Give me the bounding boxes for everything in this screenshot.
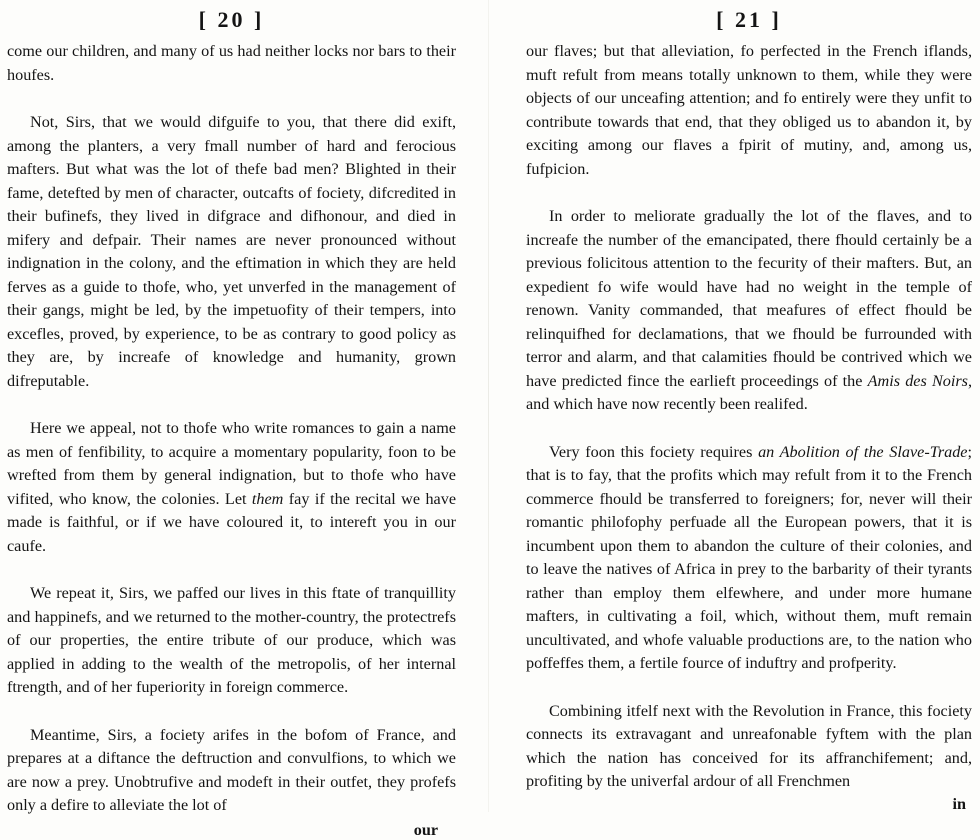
paragraph: Meantime, Sirs, a fociety arifes in the bofom of France, and prepares at a diftance the deftruction and convulfions, to which we are now a prey. Unobtrufive and modeft in their outfet, they profefs only a defire to alleviate the lot of: [7, 725, 456, 814]
page-number: [ 20 ]: [198, 7, 265, 32]
left-page: [0, 0, 462, 839]
paragraph: Combining itfelf next with the Revolution in France, this fociety connects its extravagant and unreafonable fyftem with the plan which the nation has conceived for its affranchifement; and, profiting by the univerfal ardour of all Frenchmen: [526, 701, 972, 790]
catchword: our: [413, 820, 438, 839]
catchword: in: [952, 794, 966, 813]
paragraph: our flaves; but that alleviation, fo perfected in the French iflands, muft refult from means totally unknown to them, while they were objects of our unceafing attention; and fo entirely were they unfit to contribute towards that end, that they obliged us to abandon it, by exciting among our flaves a fpirit of mutiny, and, among us, fufpicion.: [526, 42, 972, 178]
right-page: [518, 0, 976, 812]
paragraph: In order to meliorate gradually the lot of the flaves, and to increafe the number of the emancipated, there fhould certainly be a previous folicitous attention to the fecurity of their mafters. But, an expedient fo wife would have had no weight in the temple of renown. Vanity commanded, that meafures of effect fhould be relinquifhed for declamations, that we fhould be furrounded with terror and alarm, and that calamities fhould be contrived which we have predicted fince the earlieft proceedings of the Amis des Noirs, and which have now recently been realifed.: [526, 207, 972, 413]
book-gutter: [488, 0, 489, 812]
paragraph: Here we appeal, not to thofe who write romances to gain a name as men of fenfibility, to acquire a momentary popularity, foon to be wrefted from them by general indignation, but to thofe who have vifited, who know, the colonies. Let them fay if the recital we have made is faithful, or if we have coloured it, to intereft you in our caufe.: [7, 419, 456, 555]
paragraph: come our children, and many of us had neither locks nor bars to their houfes.: [7, 42, 456, 84]
paragraph: Very foon this fociety requires an Abolition of the Slave-Trade; that is to fay, that the profits which may refult from it to the French commerce fhould be transferred to foreigners; for, never will their romantic philofophy perfuade all the European powers, that it is incumbent upon them to abandon the culture of their colonies, and to leave the natives of Africa in prey to the barbarity of their tyrants rather than employ them elfewhere, and under more humane mafters, in cultivating a foil, which, without them, muft remain uncultivated, and whofe valuable productions are, to the nation who poffeffes them, a fertile fource of induftry and profperity.: [526, 442, 972, 672]
page-number: [ 21 ]: [716, 7, 782, 32]
paragraph: We repeat it, Sirs, we paffed our lives in this ftate of tranquillity and happinefs, and we returned to the mother-country, the protectrefs of our properties, the entire tribute of our produce, which was applied in adding to the wealth of the metropolis, of her internal ftrength, and of her fuperiority in foreign commerce.: [7, 584, 456, 696]
paragraph: Not, Sirs, that we would difguife to you, that there did exift, among the planters, a very fmall number of hard and ferocious mafters. But what was the lot of thefe bad men? Blighted in their fame, detefted by men of character, outcafts of fociety, difcredited in their bufinefs, they lived in difgrace and difhonour, and died in mifery and defpair. Their names are never pronounced without indignation in the colony, and the eftimation in which they are held ferves as a guide to thofe, who, yet unverfed in the management of their gangs, might be led, by the impetuofity of their tempers, into excefles, proved, by experience, to be as contrary to good policy as they are, by increafe of knowledge and humanity, grown difreputable.: [7, 113, 456, 390]
